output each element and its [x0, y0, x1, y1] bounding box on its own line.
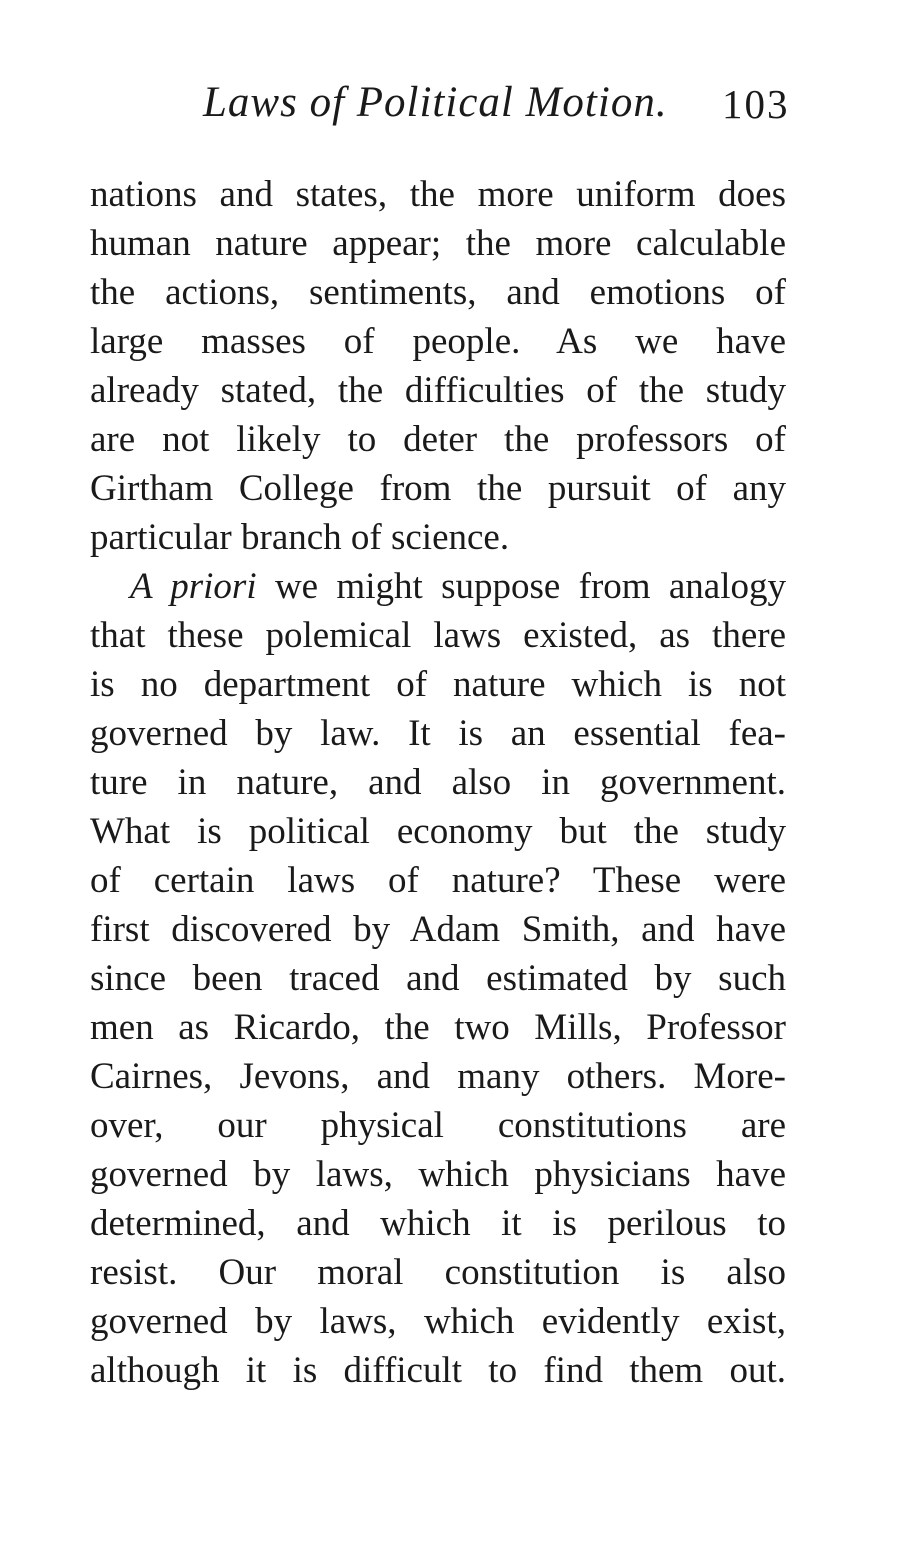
text-line: first discovered by Adam Smith, and have	[90, 909, 786, 950]
text-line: are not likely to deter the professors of	[90, 419, 786, 460]
text-line: governed by law. It is an essential fea-	[90, 713, 786, 754]
text-line: is no department of nature which is not	[90, 664, 786, 705]
text-line-first	[90, 562, 786, 611]
text-line: men as Ricardo, the two Mills, Professor	[90, 1007, 786, 1048]
text-line: Girtham College from the pursuit of any	[90, 468, 786, 509]
text-line: nations and states, the more uniform does	[90, 174, 786, 215]
running-header	[0, 78, 906, 130]
text-line: governed by laws, which physicians have	[90, 1154, 786, 1195]
paragraph-2	[90, 562, 786, 1395]
page-body	[90, 170, 786, 1395]
text-line: over, our physical constitutions are	[90, 1105, 786, 1146]
paragraph-1	[90, 170, 786, 562]
text-line: that these polemical laws existed, as there	[90, 615, 786, 656]
text-line: although it is difficult to find them out.	[90, 1350, 786, 1391]
text-line: since been traced and estimated by such	[90, 958, 786, 999]
text-line: the actions, sentiments, and emotions of	[90, 272, 786, 313]
emphasis-a-priori: A priori	[130, 566, 257, 607]
text-line: large masses of people. As we have	[90, 321, 786, 362]
running-title: Laws of Political Motion.	[203, 79, 668, 126]
text-line: Cairnes, Jevons, and many others. More-	[90, 1056, 786, 1097]
text-line: resist. Our moral constitution is also	[90, 1252, 786, 1293]
text-line: of certain laws of nature? These were	[90, 860, 786, 901]
text-line: already stated, the difficulties of the study	[90, 370, 786, 411]
text-line: ture in nature, and also in government.	[90, 762, 786, 803]
text-run: we might suppose from analogy	[256, 566, 787, 607]
text-line: What is political economy but the study	[90, 811, 786, 852]
text-line: human nature appear; the more calculable	[90, 223, 786, 264]
page-number: 103	[722, 81, 790, 127]
text-line: determined, and which it is perilous to	[90, 1203, 786, 1244]
text-line: governed by laws, which evidently exist,	[90, 1301, 786, 1342]
text-line: particular branch of science.	[90, 517, 510, 558]
